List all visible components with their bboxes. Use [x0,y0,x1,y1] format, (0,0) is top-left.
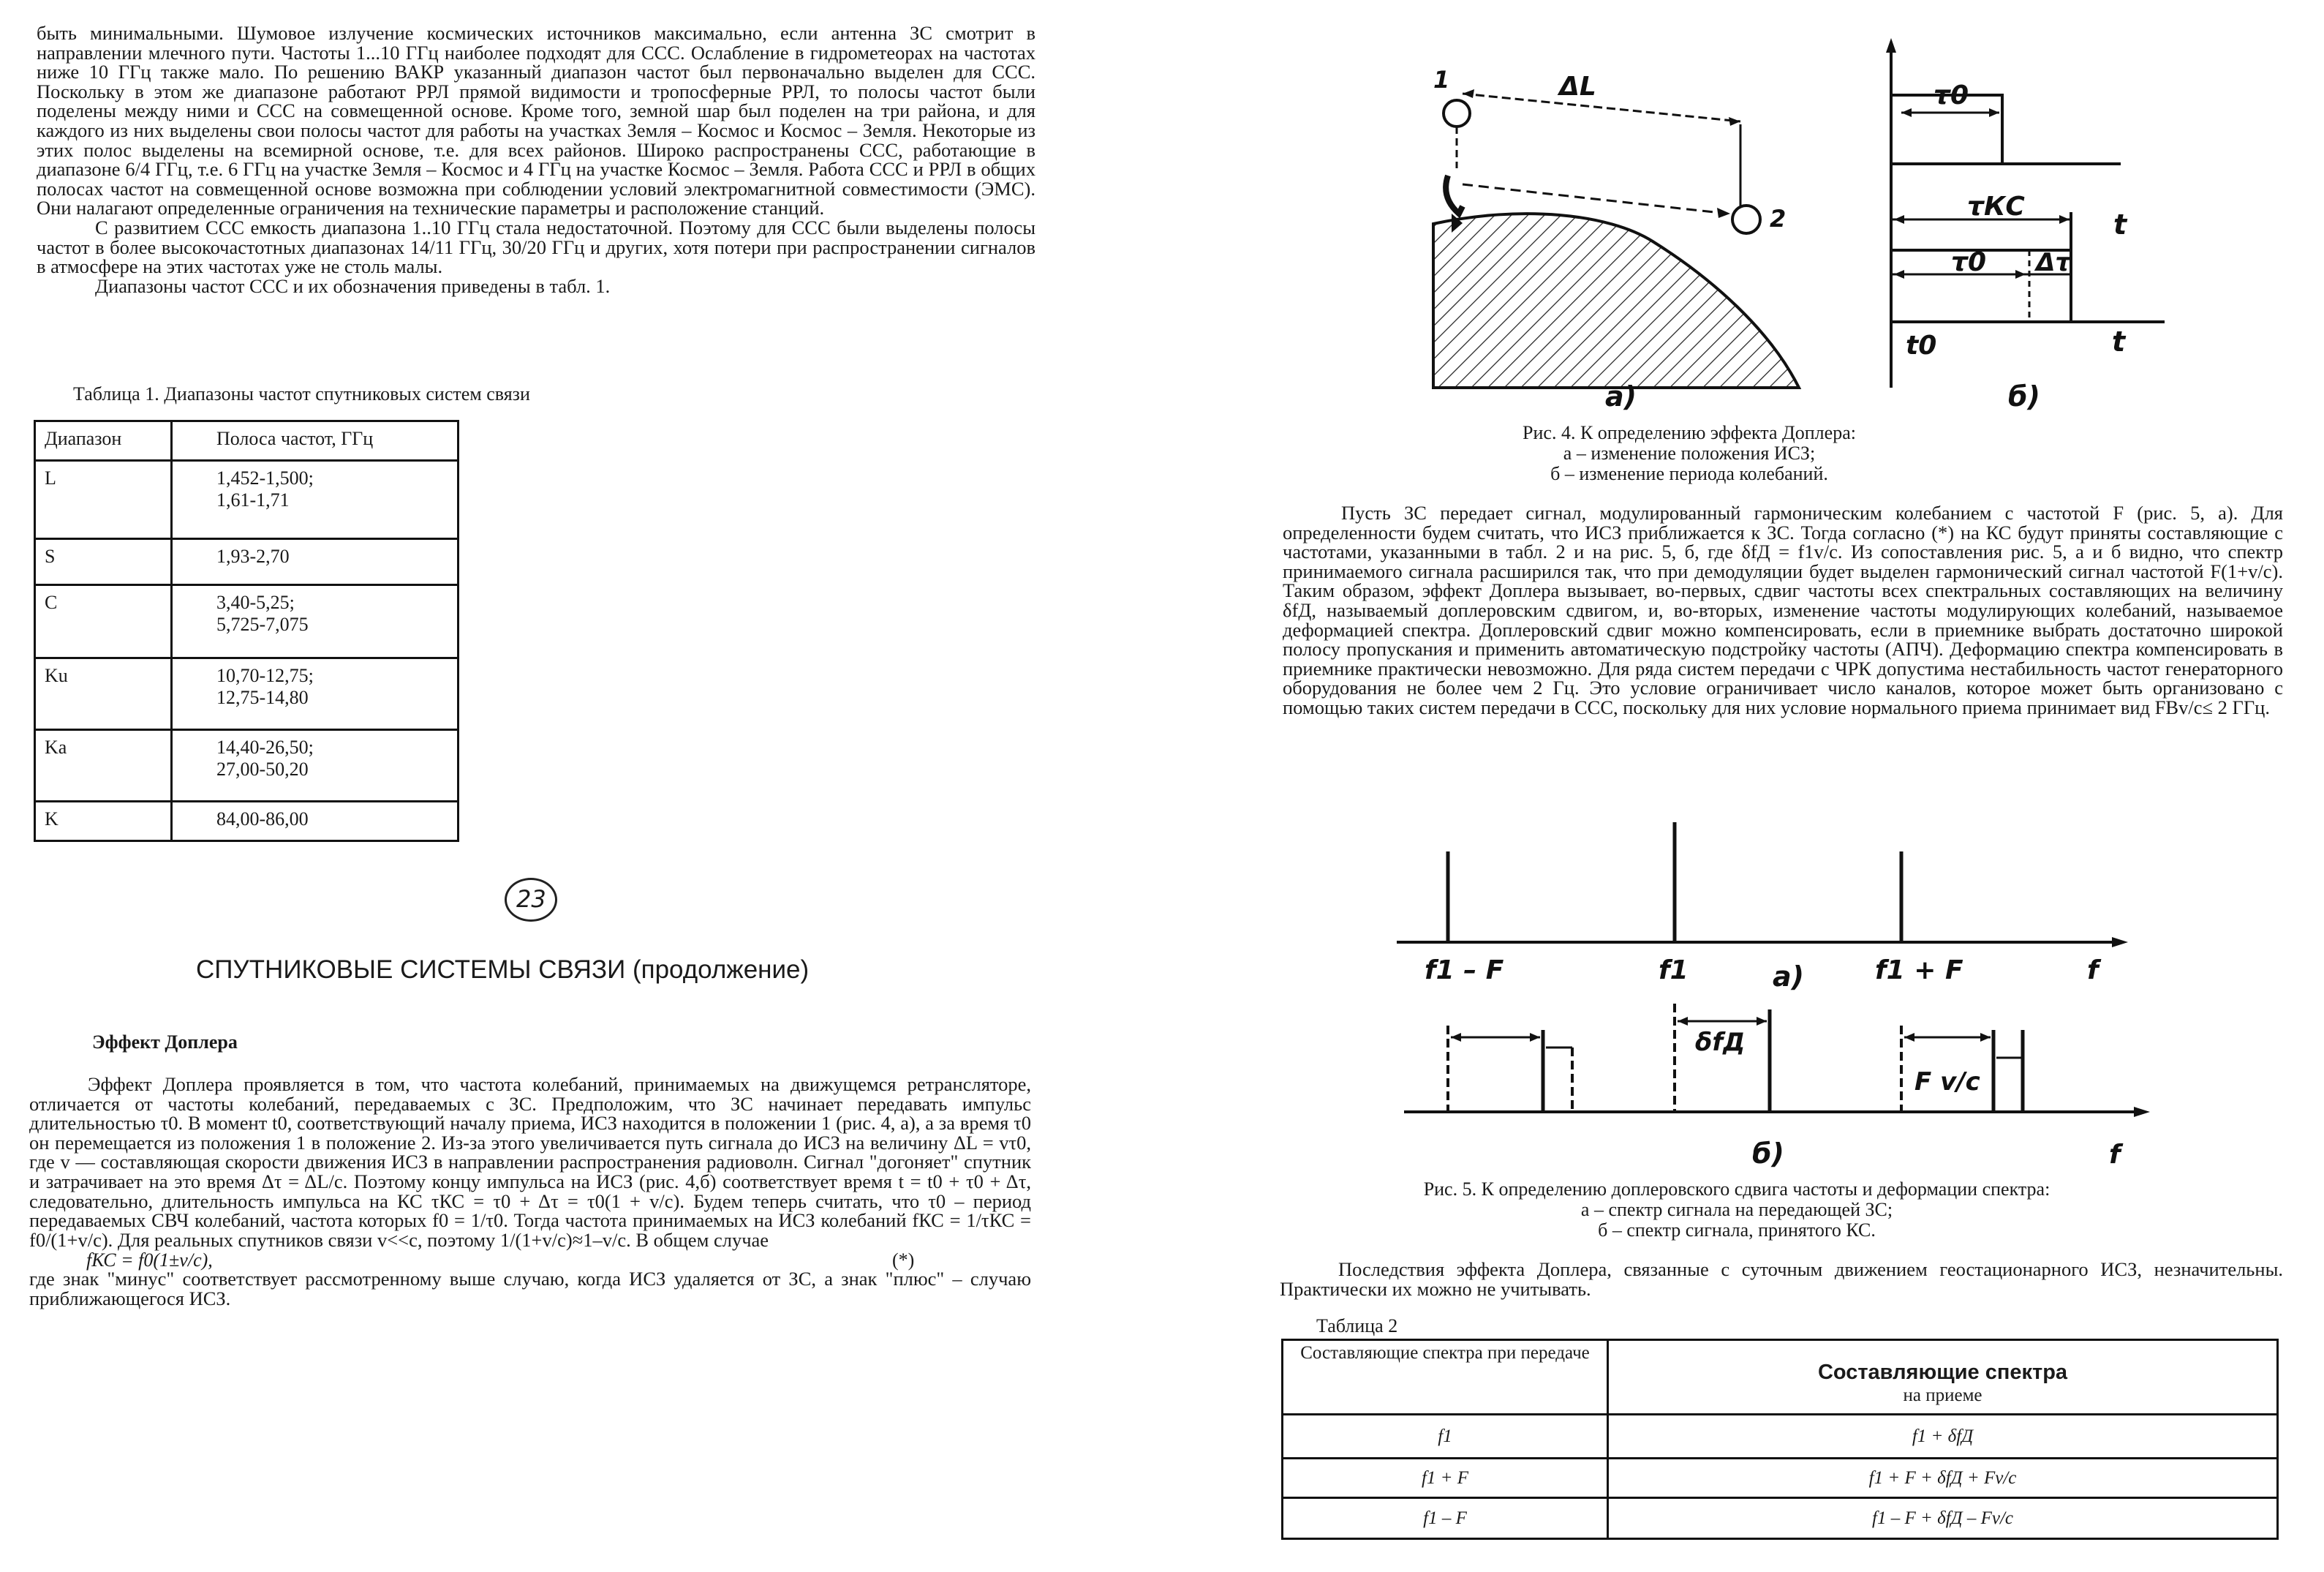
formula-tag: (*) [892,1249,915,1271]
table-row [35,461,459,539]
column-header: Составляющие спектра при передаче [1283,1340,1608,1415]
caption-line: Рис. 5. К определению доплеровского сдвига частоты и деформации спектра: [1423,1178,2051,1200]
label: t [2112,326,2126,358]
antenna-icon [1446,176,1463,214]
caption-line: б – изменение периода колебаний. [1550,463,1828,484]
page-number: 23 [516,885,546,913]
caption-line: б – спектр сигнала, принятого КС. [1598,1219,1876,1241]
range-cell: 3,40-5,25; 5,725-7,075 [172,585,459,658]
tx-cell: f1 [1283,1415,1608,1459]
rx-cell: f1 + δfД [1608,1415,2278,1459]
paragraph: Последствия эффекта Доплера, связанные с суточным движением геостационарного ИСЗ, незначительны. Практически их можно не учитывать. [1280,1258,2283,1300]
section-title: СПУТНИКОВЫЕ СИСТЕМЫ СВЯЗИ (продолжение) [196,955,810,984]
band-cell: L [35,461,172,539]
table1-caption: Таблица 1. Диапазоны частот спутниковых систем связи [73,383,530,405]
range-cell: 14,40-26,50; 27,00-50,20 [172,730,459,802]
figure-4-caption [1316,423,2062,484]
figure-5 [1389,812,2201,1178]
paragraph: Эффект Доплера проявляется в том, что частота колебаний, принимаемых на движущемся ретрансляторе, отличается от частоты колебаний, передаваемых с ЗС. Предположим, что ЗС начинает передавать импульс длительностью τ0. В момент t0, соответствующий началу приема, ИСЗ находится в положении 1 (рис. 4, а), а за время τ0 он перемещается из положения 1 в положение 2. Из-за этого увеличивается путь сигнала до ИСЗ на величину ΔL = vτ0, где v — составляющая скорости движения ИСЗ в направлении распространения радиоволн. Сигнал "догоняет" спутник и затрачивает на это время Δτ = ΔL/c. Поэтому концу импульса на ИСЗ (рис. 4,б) соответствует время t = t0 + τ0 + Δτ, следовательно, длительность импульса на КС τКС = τ0 + Δτ = τ0(1 + v/c). Будем теперь считать, что τ0 – период передаваемых СВЧ колебаний, частота которых f0 = 1/τ0. Тогда частота принимаемых на ИСЗ колебаний fКС = 1/τКС = f0/(1+v/c). Для реальных спутников связи v<<c, поэтому 1/(1+v/c)≈1–v/c. В общем случае [29,1073,1031,1251]
table-row [35,585,459,658]
table-row [35,539,459,585]
label: 1 [1433,66,1450,94]
table-row [35,658,459,730]
frequency-label: f1 [1659,955,1689,985]
range-cell: 1,452-1,500; 1,61-1,71 [172,461,459,539]
range-cell: 84,00-86,00 [172,802,459,841]
table-row [1283,1415,2278,1459]
table2-caption: Таблица 2 [1316,1315,1398,1336]
deformation-label: F v/c [1914,1067,1980,1097]
formula: fКС = f0(1±v/c), [86,1249,213,1271]
right-page-bottom-text [1280,1260,2283,1298]
band-cell: K [35,802,172,841]
table-row [35,730,459,802]
left-page-top-text [37,23,1035,296]
label: ΔL [1559,72,1596,102]
tx-cell: f1 – F [1283,1498,1608,1539]
label: τ0 [1951,247,1987,277]
satellite-position-2 [1732,206,1760,233]
label: t0 [1906,331,1937,361]
spectrum-components-table [1281,1339,2279,1540]
band-cell: Ku [35,658,172,730]
subfigure-label: б) [1752,1137,1784,1170]
left-page-doppler-text [29,1075,1031,1309]
table-header-row [35,421,459,461]
paragraph: где знак "минус" соответствует рассмотренному выше случаю, когда ИСЗ удаляется от ЗС, а знак "плюс" – случаю приближающегося ИСЗ. [29,1268,1031,1309]
paragraph: Пусть ЗС передает сигнал, модулированный гармоническим колебанием с частотой F (рис. 5, а). Для определенности будем считать, что ИСЗ приближается к ЗС. Тогда согласно (*) на КС будут приняты составляющие с частотами, указанными в табл. 2 и на рис. 5, б, где δfД = f1v/c. Из сопоставления рис. 5, а и б видно, что спектр принимаемого сигнала расширился так, что при демодуляции будет выделен гармонический сигнал частотой F(1+v/c). Таким образом, эффект Доплера вызывает, во-первых, сдвиг частоты всех спектральных составляющих на величину δfД, называемый доплеровским сдвигом, и, во-вторых, изменение частоты модулирующих колебаний, называемое деформацией спектра. Доплеровский сдвиг можно компенсировать, если в приемнике выбрать достаточно широкой полосу пропускания и применить автоматическую подстройку частоты (АПЧ). Деформацию спектра компенсировать в приемнике практически невозможно. Для ряда систем передачи с ЧРК допустима нестабильность частот генераторного оборудования не более чем 2 Гц. Это условие ограничивает число каналов, которое может быть организовано с помощью таких систем передачи в ССС, поскольку для них условие нормального приема принимает вид FВv/c≤ 2 ГГц. [1283,502,2283,718]
figure-4 [1389,22,2311,417]
earth-diagram [1433,66,1799,413]
column-header: Диапазон [35,421,172,461]
frequency-bands-table [34,420,459,842]
frequency-label: f [2087,955,2099,985]
received-spectrum [1404,1004,2150,1170]
subfigure-label: а) [1605,380,1637,413]
band-cell: Ka [35,730,172,802]
rx-cell: f1 – F + δfД – Fv/c [1608,1498,2278,1539]
caption-line: Рис. 4. К определению эффекта Доплера: [1523,422,1856,443]
paragraph: С развитием ССС емкость диапазона 1..10 ГГц стала недостаточной. Поэтому для ССС были выделены полосы частот в более высокочастотных диапазонах 14/11 ГГц, 30/20 ГГц и других, хотя потери при распространении сигналов в атмосфере на этих частотах уже не столь малы. [37,216,1035,278]
formula-line [29,1249,1031,1269]
label: 2 [1770,205,1787,233]
doppler-shift-label: δfД [1695,1028,1746,1057]
caption-line: а – спектр сигнала на передающей ЗС; [1580,1199,1893,1220]
table-row [1283,1459,2278,1498]
timing-diagram [1886,38,2165,413]
rx-cell: f1 + F + δfД + Fv/c [1608,1459,2278,1498]
column-header-title: Составляющие спектра [1817,1360,2068,1384]
table-header-row [1283,1340,2278,1415]
paragraph: Диапазоны частот ССС и их обозначения приведены в табл. 1. [95,274,611,297]
tx-cell: f1 + F [1283,1459,1608,1498]
band-cell: C [35,585,172,658]
label: t [2113,208,2127,241]
range-cell: 10,70-12,75; 12,75-14,80 [172,658,459,730]
column-header [1608,1340,2278,1415]
caption-line: а – изменение положения ИСЗ; [1563,443,1816,464]
subfigure-label: б) [2008,380,2040,413]
frequency-label: f [2109,1140,2121,1170]
subfigure-label: а) [1773,960,1805,993]
doppler-subheading: Эффект Доплера [92,1031,238,1053]
satellite-position-1 [1444,100,1470,127]
band-cell: S [35,539,172,585]
frequency-label: f1 + F [1875,955,1963,985]
right-page-text [1283,503,2283,718]
transmit-spectrum [1397,822,2128,993]
table-row [35,802,459,841]
label: τ0 [1933,80,1969,110]
label: Δτ [2036,248,2072,277]
range-cell: 1,93-2,70 [172,539,459,585]
column-header-subtitle: на приеме [1903,1385,1982,1405]
figure-5-caption [1309,1179,2165,1241]
column-header: Полоса частот, ГГц [172,421,459,461]
table-row [1283,1498,2278,1539]
label: τКС [1967,192,2025,222]
frequency-label: f1 – F [1425,955,1504,985]
paragraph: быть минимальными. Шумовое излучение космических источников максимально, если антенна ЗС смотрит в направлении млечного пути. Частоты 1...10 ГГц наиболее подходят для ССС. Ослабление в гидрометеорах на частотах ниже 10 ГГц также мало. По решению ВАКР указанный диапазон частот был первоначально выделен для ССС. Поскольку в этом же диапазоне работают РРЛ прямой видимости и тропосферные РРЛ, то полосы частот были поделены между ними и ССС на совмещенной основе. Кроме того, земной шар был поделен на три района, и для каждого из них выделены свои полосы частот для работы на участках Земля – Космос и Космос – Земля. Некоторые из этих полос выделены на всемирной основе, т.е. для всех районов. Широко распространены ССС, работающие в диапазоне 6/4 ГГц, т.е. 6 ГГц на участке Земля – Космос и 4 ГГц на участке Космос – Земля. Работа ССС и РРЛ в общих полосах частот на совмещенной основе возможна при соблюдении условий электромагнитной совместимости (ЭМС). Они налагают определенные ограничения на технические параметры и расположение станций. [37,22,1035,219]
